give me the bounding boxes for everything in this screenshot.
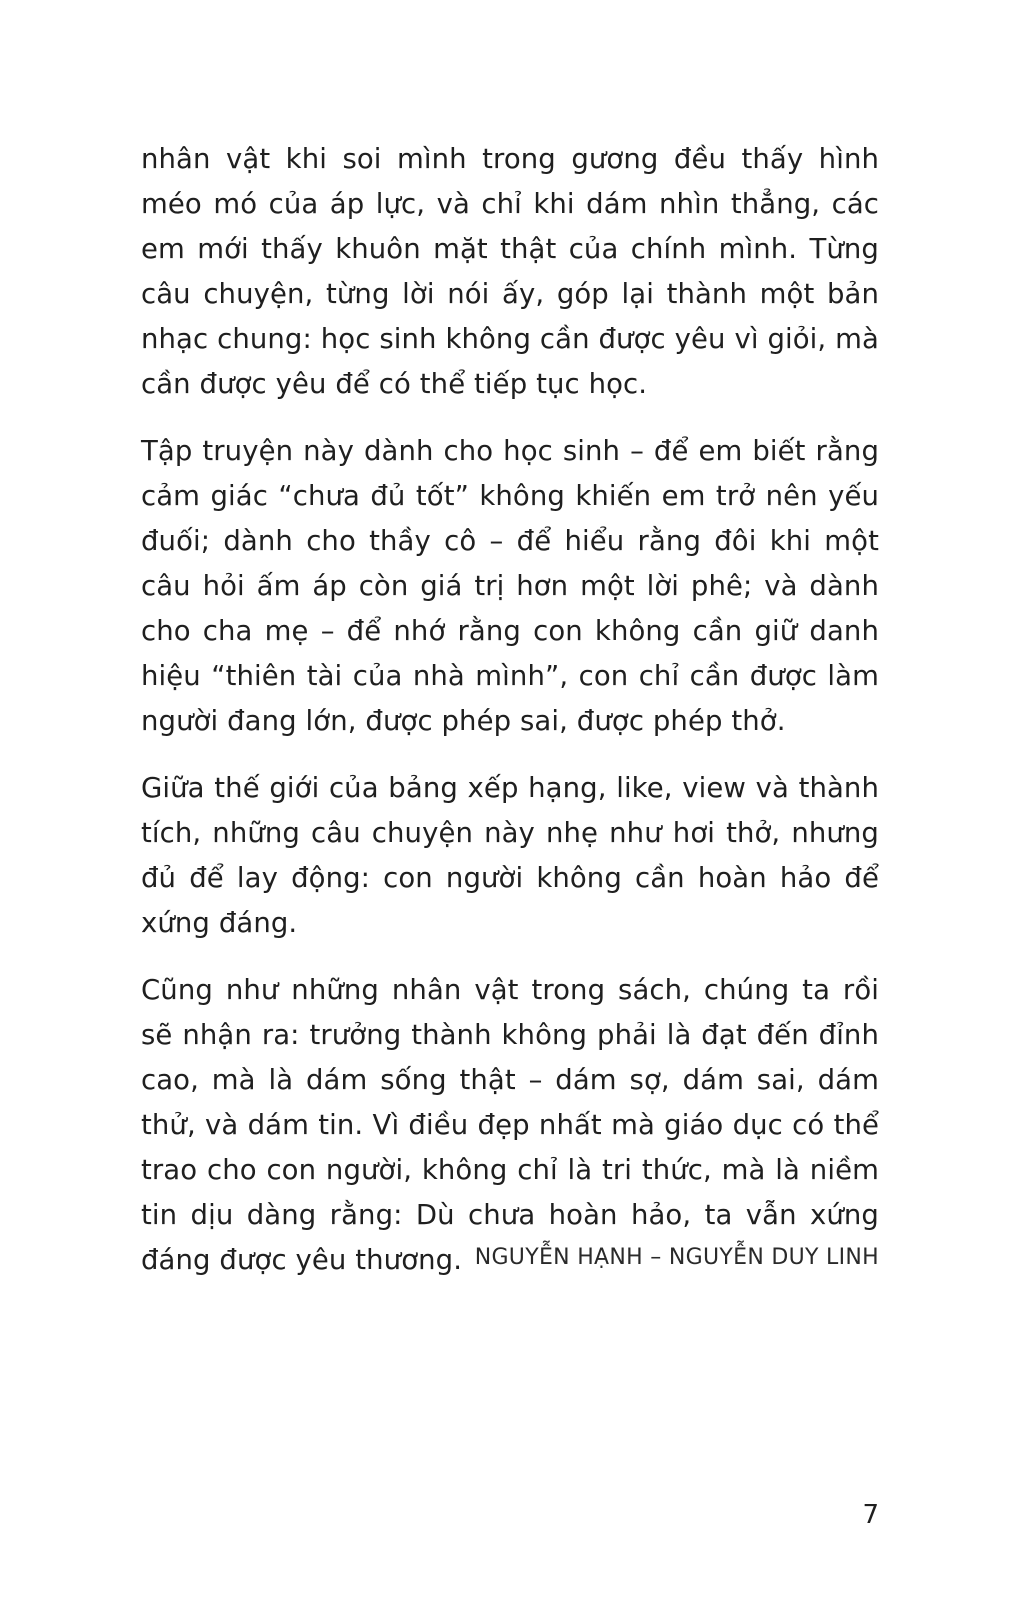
paragraph: Tập truyện này dành cho học sinh – để em biết rằng cảm giác “chưa đủ tốt” không khiến em trở nên yếu đuối; dành cho thầy cô – để hiểu rằng đôi khi một câu hỏi ấm áp còn giá trị hơn một lời phê; và dành cho cha mẹ – để nhớ rằng con không cần giữ danh hiệu “thiên tài của nhà mình”, con chỉ cần được làm người đang lớn, được phép sai, được phép thở.	[141, 435, 879, 737]
paragraph: Giữa thế giới của bảng xếp hạng, like, view và thành tích, những câu chuyện này nhẹ như hơi thở, nhưng đủ để lay động: con người không cần hoàn hảo để xứng đáng.	[141, 772, 879, 939]
paragraph: Cũng như những nhân vật trong sách, chúng ta rồi sẽ nhận ra: trưởng thành không phải là đạt đến đỉnh cao, mà là dám sống thật – dám sợ, dám sai, dám thử, và dám tin. Vì điều đẹp nhất mà giáo dục có thể trao cho con người, không chỉ là tri thức, mà là niềm tin dịu dàng rằng: Dù chưa hoàn hảo, ta vẫn xứng đáng được yêu thương.	[141, 974, 879, 1276]
paragraph: nhân vật khi soi mình trong gương đều thấy hình méo mó của áp lực, và chỉ khi dám nhìn thẳng, các em mới thấy khuôn mặt thật của chính mình. Từng câu chuyện, từng lời nói ấy, góp lại thành một bản nhạc chung: học sinh không cần được yêu vì giỏi, mà cần được yêu để có thể tiếp tục học.	[141, 143, 879, 400]
body-text	[141, 137, 879, 1283]
page-number: 7	[862, 1500, 879, 1530]
author-signature: NGUYỄN HẠNH – NGUYỄN DUY LINH	[474, 1245, 879, 1270]
